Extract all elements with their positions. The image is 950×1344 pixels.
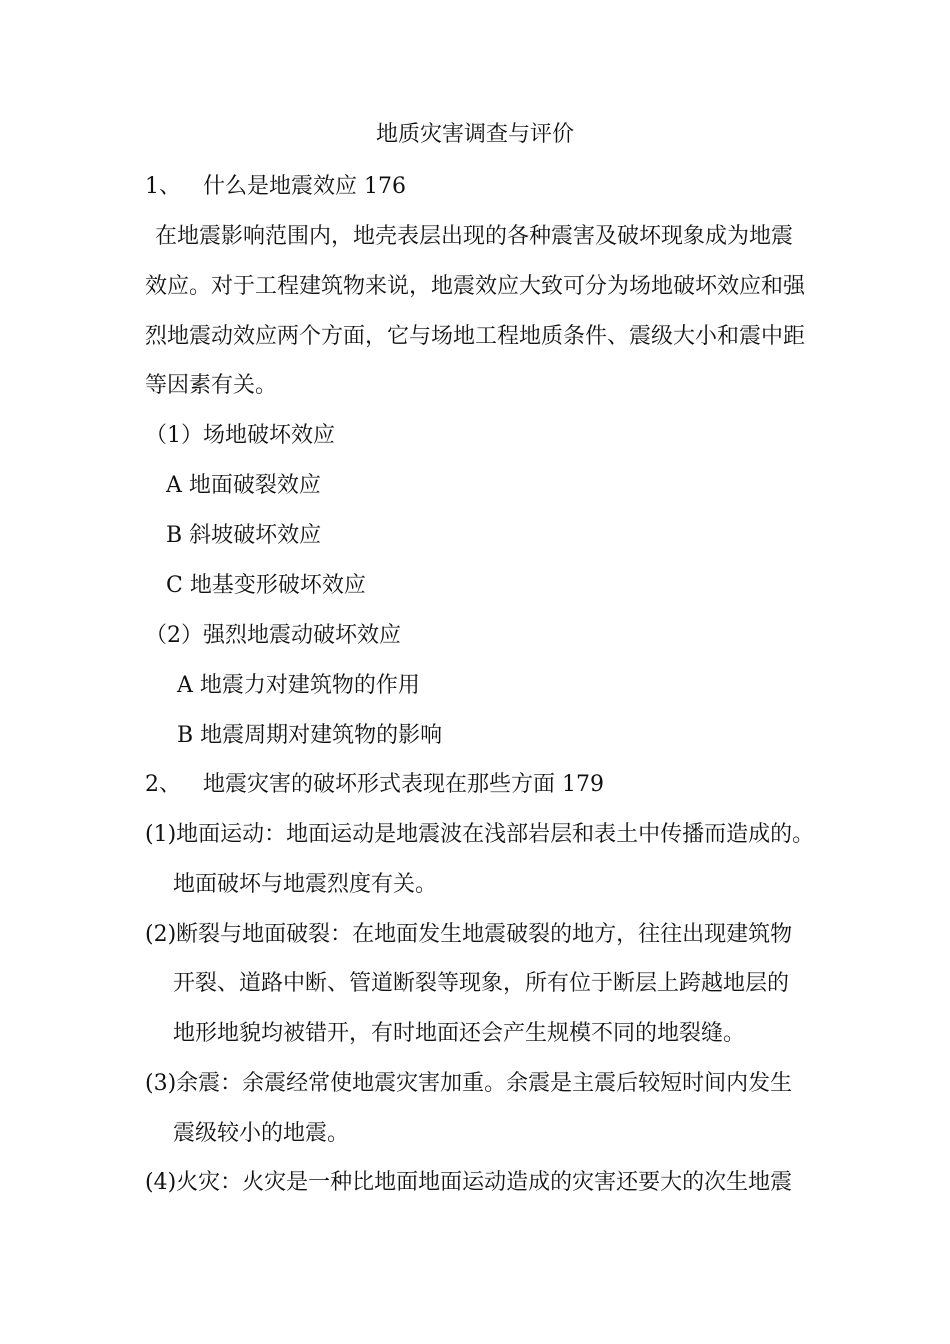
enumerated-item [145, 1069, 792, 1099]
list-item: B 斜坡破坏效应 [166, 523, 322, 548]
item-label: (4) [145, 1170, 177, 1195]
item-continuation-line: 震级较小的地震。 [173, 1121, 350, 1146]
item-line: 地面运动：地面运动是地震波在浅部岩层和表土中传播而造成的。 [176, 822, 815, 847]
item-label: (1) [145, 822, 177, 847]
list-item: A 地震力对建筑物的作用 [177, 673, 420, 698]
list-item: C 地基变形破坏效应 [166, 573, 366, 598]
list-item: B 地震周期对建筑物的影响 [177, 723, 443, 748]
enumerated-item [145, 820, 814, 850]
subheading-ground-motion: （2）强烈地震动破坏效应 [145, 623, 401, 648]
item-line: 余震：余震经常使地震灾害加重。余震是主震后较短时间内发生 [176, 1071, 793, 1096]
paragraph-line: 效应。对于工程建筑物来说，地震效应大致可分为场地破坏效应和强 [145, 274, 806, 299]
paragraph-line: 在地震影响范围内，地壳表层出现的各种震害及破坏现象成为地震 [155, 224, 794, 249]
item-label: (3) [145, 1071, 177, 1096]
list-item: A 地面破裂效应 [166, 473, 321, 498]
question-2-number: 2、 [145, 772, 181, 797]
enumerated-item [145, 920, 792, 950]
subheading-site-damage: （1）场地破坏效应 [145, 423, 335, 448]
question-1-text: 什么是地震效应 176 [203, 174, 406, 199]
question-1-number: 1、 [145, 174, 181, 199]
item-continuation-line: 开裂、道路中断、管道断裂等现象，所有位于断层上跨越地层的 [173, 971, 790, 996]
paragraph-line: 烈地震动效应两个方面，它与场地工程地质条件、震级大小和震中距 [145, 324, 806, 349]
item-continuation-line: 地面破坏与地震烈度有关。 [173, 872, 438, 897]
paragraph-line: 等因素有关。 [145, 373, 278, 398]
item-line: 断裂与地面破裂：在地面发生地震破裂的地方，往往出现建筑物 [176, 922, 793, 947]
item-continuation-line: 地形地貌均被错开，有时地面还会产生规模不同的地裂缝。 [173, 1021, 746, 1046]
document-title: 地质灾害调查与评价 [375, 122, 574, 147]
question-1-heading [145, 172, 406, 202]
question-2-heading [145, 770, 604, 800]
enumerated-item [145, 1168, 792, 1198]
item-label: (2) [145, 922, 177, 947]
item-line: 火灾：火灾是一种比地面地面运动造成的灾害还要大的次生地震 [176, 1170, 793, 1195]
question-2-text: 地震灾害的破坏形式表现在那些方面 179 [203, 772, 604, 797]
